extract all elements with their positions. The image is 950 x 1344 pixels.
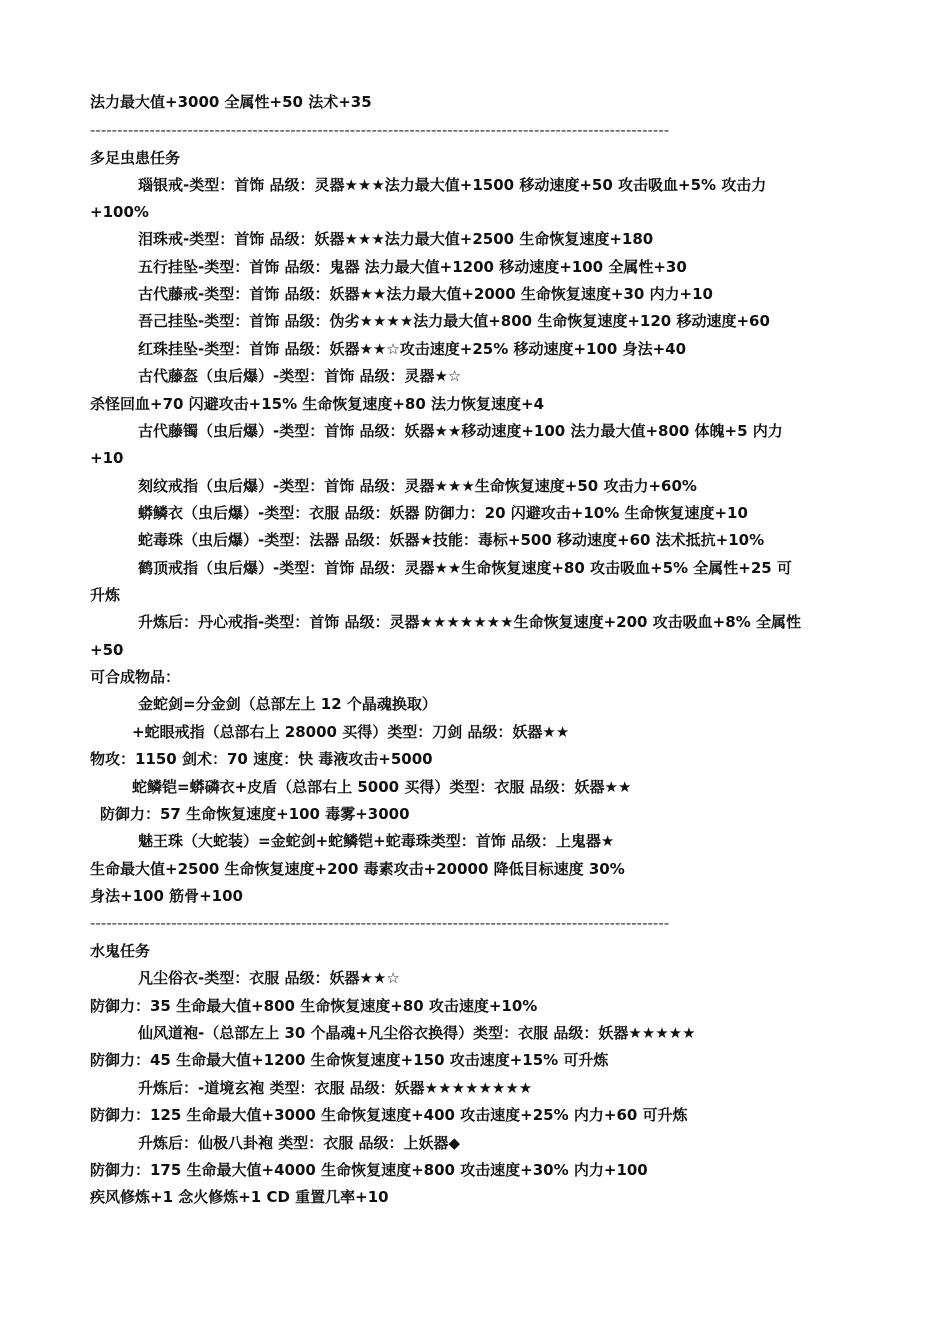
- text-line: 凡尘俗衣-类型：衣服 品级：妖器★★☆: [138, 969, 400, 987]
- text-line: +50: [90, 641, 124, 659]
- text-line: 升炼后：丹心戒指-类型：首饰 品级：灵器★★★★★★★生命恢复速度+200 攻击吸血+8% 全属性: [138, 613, 801, 631]
- text-line: 仙风道袍-（总部左上 30 个晶魂+凡尘俗衣换得）类型：衣服 品级：妖器★★★★★: [138, 1024, 696, 1042]
- text-line: 蛇鳞铠=蟒磷衣+皮盾（总部右上 5000 买得）类型：衣服 品级：妖器★★: [132, 778, 632, 796]
- text-line: 防御力：45 生命最大值+1200 生命恢复速度+150 攻击速度+15% 可升炼: [90, 1051, 609, 1069]
- text-line: 蛇毒珠（虫后爆）-类型：法器 品级：妖器★技能：毒标+500 移动速度+60 法术抵抗+10%: [138, 531, 765, 549]
- text-line: 金蛇剑=分金剑（总部左上 12 个晶魂换取）: [138, 695, 437, 713]
- text-line: 魅王珠（大蛇装）=金蛇剑+蛇鳞铠+蛇毒珠类型：首饰 品级：上鬼器★: [138, 832, 615, 850]
- text-line: 防御力：175 生命最大值+4000 生命恢复速度+800 攻击速度+30% 内力+100: [90, 1161, 648, 1179]
- text-line: +蛇眼戒指（总部右上 28000 买得）类型：刀剑 品级：妖器★★: [132, 723, 570, 741]
- text-line: 古代藤镯（虫后爆）-类型：首饰 品级：妖器★★移动速度+100 法力最大值+800 体魄+5 内力: [138, 422, 783, 440]
- text-line: 防御力：125 生命最大值+3000 生命恢复速度+400 攻击速度+25% 内力+60 可升炼: [90, 1106, 688, 1124]
- text-line: 古代藤盔（虫后爆）-类型：首饰 品级：灵器★☆: [138, 367, 462, 385]
- text-line: 疾风修炼+1 念火修炼+1 CD 重置几率+10: [90, 1188, 389, 1206]
- text-line: 刻纹戒指（虫后爆）-类型：首饰 品级：灵器★★★生命恢复速度+50 攻击力+60%: [138, 477, 697, 495]
- text-line: 蟒鳞衣（虫后爆）-类型：衣服 品级：妖器 防御力：20 闪避攻击+10% 生命恢复速度+10: [138, 504, 748, 522]
- section-heading: 可合成物品：: [90, 668, 181, 686]
- text-line: 升炼后：-道境玄袍 类型：衣服 品级：妖器★★★★★★★★: [138, 1079, 533, 1097]
- text-line: 升炼后：仙极八卦袍 类型：衣服 品级：上妖器◆: [138, 1134, 460, 1152]
- section-heading: 多足虫患任务: [90, 149, 181, 167]
- section-heading: 水鬼任务: [90, 942, 151, 960]
- text-line: 法力最大值+3000 全属性+50 法术+35: [90, 93, 372, 111]
- text-line: 身法+100 筋骨+100: [90, 887, 243, 905]
- separator-line: -----------------------------------------------------------------------------------------------------------: [90, 121, 670, 139]
- text-line: 五行挂坠-类型：首饰 品级：鬼器 法力最大值+1200 移动速度+100 全属性+30: [138, 258, 687, 276]
- text-line: 防御力：35 生命最大值+800 生命恢复速度+80 攻击速度+10%: [90, 997, 538, 1015]
- separator-line: -----------------------------------------------------------------------------------------------------------: [90, 914, 670, 932]
- text-line: 瑙银戒-类型：首饰 品级：灵器★★★法力最大值+1500 移动速度+50 攻击吸血+5% 攻击力: [138, 176, 767, 194]
- text-line: 升炼: [90, 586, 121, 604]
- text-line: 鹤顶戒指（虫后爆）-类型：首饰 品级：灵器★★生命恢复速度+80 攻击吸血+5% 全属性+25 可: [138, 559, 792, 577]
- text-line: 物攻：1150 剑术：70 速度：快 毒液攻击+5000: [90, 750, 433, 768]
- text-line: 泪珠戒-类型：首饰 品级：妖器★★★法力最大值+2500 生命恢复速度+180: [138, 230, 654, 248]
- text-line: 红珠挂坠-类型：首饰 品级：妖器★★☆攻击速度+25% 移动速度+100 身法+40: [138, 340, 687, 358]
- text-line: 古代藤戒-类型：首饰 品级：妖器★★法力最大值+2000 生命恢复速度+30 内力+10: [138, 285, 713, 303]
- text-line: 吾己挂坠-类型：首饰 品级：伪劣★★★★法力最大值+800 生命恢复速度+120 移动速度+60: [138, 312, 770, 330]
- text-line: +100%: [90, 203, 149, 221]
- text-line: 生命最大值+2500 生命恢复速度+200 毒素攻击+20000 降低目标速度 30%: [90, 860, 625, 878]
- text-line: 杀怪回血+70 闪避攻击+15% 生命恢复速度+80 法力恢复速度+4: [90, 395, 545, 413]
- text-line: 防御力：57 生命恢复速度+100 毒雾+3000: [100, 805, 410, 823]
- text-line: +10: [90, 449, 124, 467]
